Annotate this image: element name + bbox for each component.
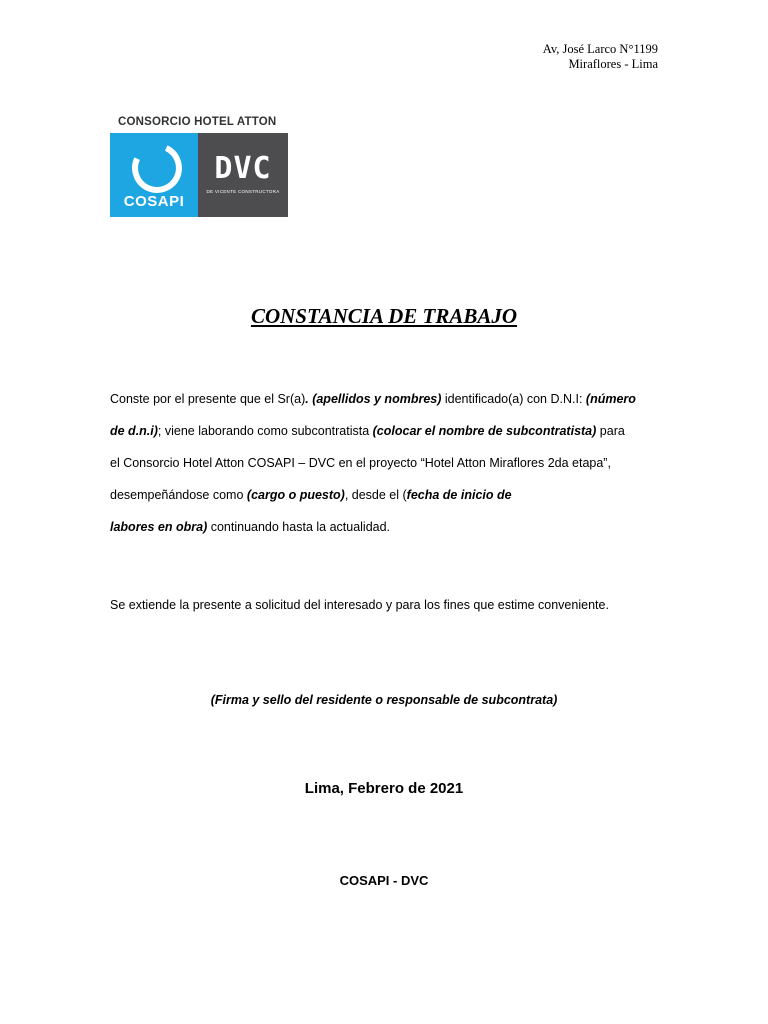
dvc-logo-text: DVC [214, 151, 272, 186]
placeholder-names: . (apellidos y nombres) [305, 392, 442, 406]
placeholder-start-date: fecha de inicio de [406, 488, 512, 502]
body-line-1 [110, 383, 670, 415]
cosapi-logo [110, 133, 198, 217]
certificate-body [110, 383, 670, 543]
sender-address [543, 42, 658, 72]
cosapi-logo-text: COSAPI [123, 193, 185, 210]
text-run: continuando hasta la actualidad. [207, 520, 391, 534]
text-run: ; viene laborando como subcontratista [157, 424, 373, 438]
body-line-4 [110, 479, 670, 511]
body-line-3: el Consorcio Hotel Atton COSAPI – DVC en el proyecto “Hotel Atton Miraflores 2da etapa”, [110, 456, 611, 470]
logo-boxes [110, 133, 288, 217]
address-line-city: Miraflores - Lima [568, 57, 658, 71]
text-run: identificado(a) con D.N.I: [441, 392, 586, 406]
document-title: CONSTANCIA DE TRABAJO [250, 304, 518, 328]
placeholder-dni-cont: de d.n.i) [110, 424, 158, 438]
body-line-2 [110, 415, 670, 447]
dvc-logo [198, 133, 288, 217]
company-signoff: COSAPI - DVC [339, 873, 429, 888]
placeholder-start-date-cont: labores en obra) [110, 520, 208, 534]
placeholder-subcontractor: (colocar el nombre de subcontratista) [372, 424, 597, 438]
text-run: Conste por el presente que el Sr(a) [110, 392, 306, 406]
body-line-5 [110, 511, 670, 543]
text-run: para [596, 424, 625, 438]
text-run: , desde el ( [344, 488, 407, 502]
document-date: Lima, Febrero de 2021 [304, 780, 464, 797]
placeholder-position: (cargo o puesto) [246, 488, 345, 502]
placeholder-dni: (número [585, 392, 636, 406]
cosapi-ring-icon [125, 136, 189, 200]
dvc-logo-subtext: DE VICENTE CONSTRUCTORA [206, 189, 280, 194]
address-line-street: Av, José Larco N°1199 [542, 42, 658, 56]
signature-placeholder: (Firma y sello del residente o responsable de subcontrata) [210, 693, 558, 707]
text-run: desempeñándose como [110, 488, 247, 502]
company-logo [110, 116, 288, 217]
request-statement: Se extiende la presente a solicitud del interesado y para los fines que estime conveniente. [110, 598, 609, 612]
logo-caption: CONSORCIO HOTEL ATTON [118, 116, 277, 128]
